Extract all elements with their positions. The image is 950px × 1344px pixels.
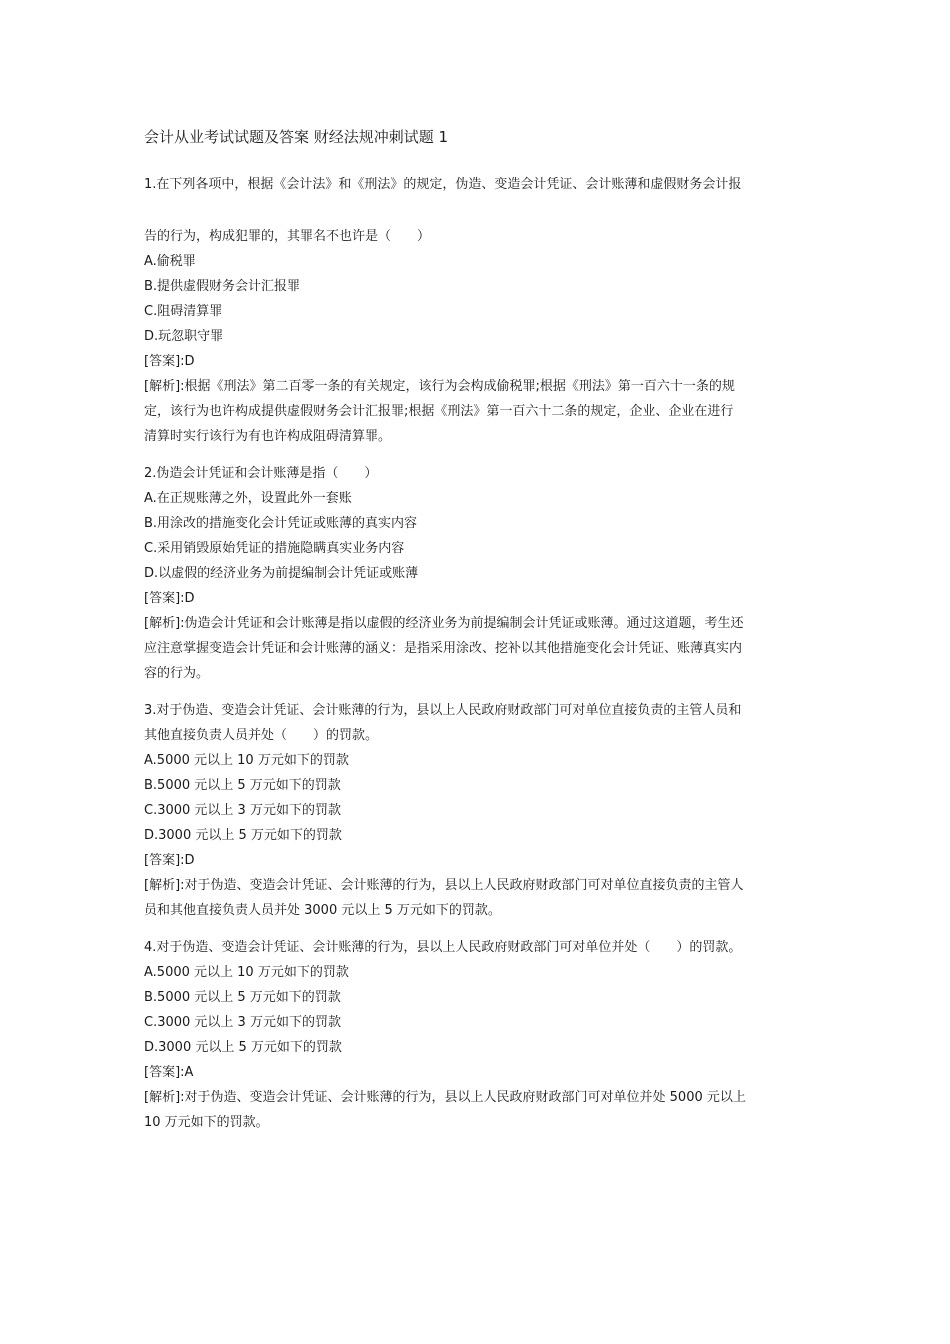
option-a: A.偷税罪: [144, 254, 196, 269]
option-b: B.用涂改的措施变化会计凭证或账薄的真实内容: [144, 516, 418, 531]
question-stem-line: 4.对于伪造、变造会计凭证、会计账薄的行为，县以上人民政府财政部门可对单位并处（ ）的罚款。: [144, 940, 742, 955]
document-title: 会计从业考试试题及答案 财经法规冲刺试题 1: [144, 128, 449, 146]
option-a: A.在正规账薄之外，设置此外一套账: [144, 491, 352, 506]
question-stem-line: 2.伪造会计凭证和会计账薄是指（ ）: [144, 466, 378, 481]
option-d: D.3000 元以上 5 万元如下的罚款: [144, 828, 342, 843]
option-c: C.3000 元以上 3 万元如下的罚款: [144, 1015, 341, 1030]
question-stem-line: 其他直接负责人员并处（ ）的罚款。: [144, 728, 379, 743]
option-d: D.以虚假的经济业务为前提编制会计凭证或账薄: [144, 566, 419, 581]
question-stem-line: 告的行为，构成犯罪的，其罪名不也许是（ ）: [144, 229, 431, 244]
option-d: D.玩忽职守罪: [144, 329, 224, 344]
question-3: [144, 698, 808, 923]
document-page: [144, 124, 808, 1147]
analysis-line: [解析]:根据《刑法》第二百零一条的有关规定，该行为会构成偷税罪;根据《刑法》第一百六十一条的规: [144, 379, 735, 394]
question-stem-line: 3.对于伪造、变造会计凭证、会计账薄的行为，县以上人民政府财政部门可对单位直接负责的主管人员和: [144, 703, 742, 718]
option-a: A.5000 元以上 10 万元如下的罚款: [144, 965, 349, 980]
option-b: B.5000 元以上 5 万元如下的罚款: [144, 778, 341, 793]
option-b: B.提供虚假财务会计汇报罪: [144, 279, 301, 294]
analysis-line: 容的行为。: [144, 666, 210, 681]
option-c: C.阻碍清算罪: [144, 304, 223, 319]
question-2: [144, 461, 808, 686]
option-b: B.5000 元以上 5 万元如下的罚款: [144, 990, 341, 1005]
analysis-line: 定，该行为也许构成提供虚假财务会计汇报罪;根据《刑法》第一百六十二条的规定，企业、企业在进行: [144, 404, 734, 419]
option-c: C.3000 元以上 3 万元如下的罚款: [144, 803, 341, 818]
analysis-line: 员和其他直接负责人员并处 3000 元以上 5 万元如下的罚款。: [144, 903, 501, 918]
analysis-line: 应注意掌握变造会计凭证和会计账薄的涵义：是指采用涂改、挖补以其他措施变化会计凭证、账薄真实内: [144, 641, 743, 656]
analysis-line: [解析]:伪造会计凭证和会计账薄是指以虚假的经济业务为前提编制会计凭证或账薄。通过这道题，考生还: [144, 616, 744, 631]
answer: [答案]:D: [144, 853, 195, 868]
answer: [答案]:D: [144, 354, 195, 369]
analysis-line: [解析]:对于伪造、变造会计凭证、会计账薄的行为，县以上人民政府财政部门可对单位并处 5000 元以上: [144, 1090, 746, 1105]
analysis-line: 10 万元如下的罚款。: [144, 1115, 269, 1130]
analysis-line: 清算时实行该行为有也许构成阻碍清算罪。: [144, 429, 392, 444]
analysis-line: [解析]:对于伪造、变造会计凭证、会计账薄的行为，县以上人民政府财政部门可对单位直接负责的主管人: [144, 878, 744, 893]
answer: [答案]:A: [144, 1065, 194, 1080]
question-stem-line: 1.在下列各项中，根据《会计法》和《刑法》的规定，伪造、变造会计凭证、会计账薄和虚假财务会计报: [144, 177, 742, 192]
question-4: [144, 935, 808, 1135]
option-d: D.3000 元以上 5 万元如下的罚款: [144, 1040, 342, 1055]
option-c: C.采用销毁原始凭证的措施隐瞒真实业务内容: [144, 541, 405, 556]
option-a: A.5000 元以上 10 万元如下的罚款: [144, 753, 349, 768]
question-1: [144, 172, 808, 449]
answer: [答案]:D: [144, 591, 195, 606]
